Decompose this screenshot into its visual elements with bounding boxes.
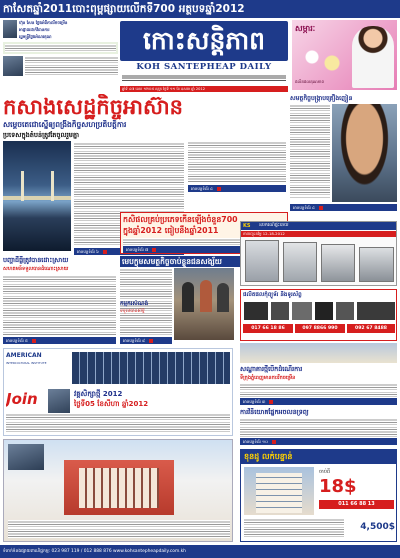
teaser-photo-2	[3, 56, 23, 76]
bullet-icon	[152, 248, 156, 252]
more-label: អានបន្តទំព័រ ៦	[77, 249, 99, 254]
shop-ad[interactable]	[240, 289, 397, 341]
main-photo-bridge	[3, 141, 71, 251]
american-ad[interactable]	[3, 348, 233, 436]
hotel-more[interactable]	[240, 398, 397, 405]
property-story	[240, 408, 397, 446]
masthead-title-khmer: កោះសន្តិភាព	[142, 26, 266, 55]
property-more[interactable]	[240, 438, 397, 445]
person-figure	[182, 282, 194, 312]
more-label: អានបន្តទំព័រ ៨	[123, 338, 145, 343]
footer-text[interactable]: ទំនាក់ទំនងផ្សាយពាណិជ្ជកម្ម: 023 987 119 / 012 888 876 www.kohsantepheapdaily.com.kh	[3, 549, 186, 554]
center-text-upper	[188, 141, 286, 183]
teaser-1[interactable]: ហ៊ុន សែន ថ្លែងអំពីភាពរីកចម្រើន	[19, 20, 68, 25]
condo-price-label: ចាប់ពី	[319, 469, 331, 475]
property-headline[interactable]: ការវិនិយោគផ្នែកអចលនទ្រព្យ	[240, 408, 309, 416]
american-tagline: វគ្គសិក្សាថ្មី 2012	[74, 390, 123, 398]
phone-badge	[347, 324, 395, 333]
middle-story-sub[interactable]: ទទួលបានសិទ្ធិ	[120, 309, 145, 314]
date-ribbon-text: ឆ្នាំទី ៤៧ លេខ ១២០៥ សុក្រ ថ្ងៃទី ១១ ខែ ឧសភា ឆ្នាំ 2012	[122, 87, 206, 91]
appliance-brand: KS	[243, 223, 251, 229]
middle-story-headline[interactable]: កម្មករសំណង់	[120, 301, 149, 307]
teaser-photo	[3, 20, 17, 38]
masthead-contact-lines	[122, 74, 286, 82]
top-banner-headline[interactable]: កាសែតឆ្នាំ2011បោះពុម្ពផ្សាយលើកទី700 អត្ថបទឆ្នាំ2012	[3, 3, 245, 15]
more-bar[interactable]	[240, 438, 397, 445]
bullet-icon	[32, 339, 36, 343]
american-date: ថ្ងៃទី05 ខែសីហា ឆ្នាំ2012	[74, 400, 149, 408]
more-bar[interactable]	[3, 337, 116, 344]
left-story-more[interactable]	[3, 337, 116, 344]
main-headline-block	[3, 94, 286, 120]
tv-image	[357, 302, 395, 320]
more-label: អានបន្តទំព័រ ១០	[243, 439, 268, 444]
condo-ad[interactable]	[240, 449, 397, 542]
person-figure	[200, 280, 212, 312]
right-column	[290, 94, 397, 219]
ad-model-photo	[352, 26, 394, 88]
more-bar[interactable]	[290, 204, 397, 211]
middle-story	[120, 300, 172, 345]
center-more-upper[interactable]	[188, 185, 286, 192]
condo-ad-text	[244, 518, 344, 538]
bullet-icon	[269, 400, 273, 404]
phone-badge	[295, 324, 345, 333]
american-brand: AMERICAN	[6, 352, 42, 359]
bullet-icon	[319, 206, 323, 210]
produce-headline-1[interactable]: កសិផលគ្រប់ប្រភេទកើនឡើងចំនួន700	[123, 215, 238, 224]
middle-story-text	[120, 316, 172, 336]
teaser-2[interactable]: អាជ្ញាធរដាក់វិធានការ	[19, 27, 50, 32]
bridge-pylon	[21, 171, 24, 201]
more-bar[interactable]	[240, 398, 397, 405]
appliance-ad[interactable]	[240, 221, 397, 286]
teaser-box-text	[5, 44, 116, 52]
main-headline[interactable]: កសាងសេដ្ឋកិច្ចអាស៊ាន	[3, 95, 183, 119]
oven-image	[283, 242, 317, 282]
bridge-pylon-2	[51, 171, 54, 201]
left-story-text	[3, 275, 116, 335]
appliance-promo-bar	[241, 231, 397, 237]
phone-badge	[243, 324, 293, 333]
condo-image	[244, 467, 314, 515]
arrest-photo	[174, 268, 234, 340]
building-ad[interactable]	[3, 439, 233, 542]
hotel-photo	[240, 343, 397, 363]
condo-phone: 011 66 88 13	[338, 501, 375, 507]
hotel-headline[interactable]: សណ្ឋាគារថ្មីបើកដំណើរការ	[240, 365, 303, 373]
shop-phone-1: 017 66 18 86	[251, 326, 285, 331]
american-join: Join	[6, 390, 38, 408]
appliance-ad-header	[241, 222, 397, 230]
date-ribbon	[120, 86, 288, 92]
appliance-title: ឧបករណ៍ផ្ទះបាយ	[259, 223, 289, 228]
hotel-sub[interactable]: ទីក្រុងភ្នំពេញមានការរីកចម្រើន	[240, 375, 296, 381]
ad-jewelry-image	[297, 45, 347, 75]
person-figure	[217, 283, 229, 312]
masthead-title-box	[120, 21, 288, 61]
condo-phone-badge	[319, 500, 394, 509]
right-more[interactable]	[290, 204, 397, 211]
masthead-title-latin: KOH SANTEPHEAP DAILY	[136, 62, 272, 72]
middle-story-more[interactable]	[120, 337, 172, 344]
building-inset-photo	[8, 444, 44, 470]
camera-image	[315, 302, 333, 320]
more-label: អានបន្តទំព័រ ៤	[191, 186, 213, 191]
produce-headline-2[interactable]: ក្នុងឆ្នាំ2012 ធៀបនឹងឆ្នាំ2011	[123, 226, 219, 235]
more-label: អានបន្តទំព័រ ៣	[243, 399, 266, 404]
right-ad-title: សម្ភារៈ	[295, 24, 316, 33]
shop-phone-3: 092 67 8488	[355, 326, 387, 331]
right-headline[interactable]: សមត្ថកិច្ចបង្ក្រាបគ្រឿងញៀន	[290, 95, 353, 102]
masthead-right-ad[interactable]	[292, 20, 397, 90]
main-strap-block	[3, 131, 286, 140]
shop-phone-2: 097 8866 990	[302, 326, 338, 331]
more-label: អានបន្តទំព័រ ៥	[6, 338, 28, 343]
condo-price: 18$	[319, 476, 357, 497]
phone-image	[336, 302, 354, 320]
student-photo	[48, 389, 70, 415]
students-photo	[72, 352, 230, 384]
american-sub: INTERCULTURAL INSTITUTE	[6, 361, 47, 365]
stove-image	[245, 240, 279, 282]
masthead-left-teasers	[3, 20, 118, 90]
left-story	[3, 256, 116, 346]
condo-title: ខុនដូ លក់បន្ទាន់	[244, 452, 293, 461]
hotel-story	[240, 343, 397, 405]
hotel-text	[240, 383, 397, 397]
property-text	[240, 418, 397, 437]
building-windows	[79, 468, 159, 508]
more-label: អានបន្តទំព័រ ៧	[126, 247, 149, 252]
shop-ad-title: ផលិតផលកុំព្យូទ័រ និងទូរស័ព្ទ	[243, 292, 302, 298]
footer-bar	[0, 545, 400, 558]
condo-ad-header	[241, 450, 397, 464]
laptop-image	[244, 302, 268, 320]
printer-image	[292, 302, 312, 320]
teaser-box	[3, 42, 118, 54]
appliance-promo: ការបញ្ចុះតម្លៃ 12-18-2012	[243, 231, 285, 236]
top-banner	[0, 0, 400, 18]
bullet-icon	[103, 250, 107, 254]
bullet-icon	[272, 440, 276, 444]
fridge-image	[321, 244, 355, 282]
center-column	[188, 141, 286, 199]
main-subhead[interactable]: សម្ដេចតេជោស្នើឲ្យពង្រឹងកិច្ចសហប្រតិបត្តិការ	[3, 120, 127, 129]
more-bar[interactable]	[120, 337, 172, 344]
right-ad-line: ផលិតផលគុណភាព	[295, 79, 325, 84]
bridge-deck	[3, 196, 71, 200]
right-text	[290, 104, 330, 199]
monitor-image	[271, 302, 289, 320]
main-subhead-block	[3, 120, 286, 130]
building-ad-text	[8, 520, 230, 538]
condo-facade	[256, 473, 302, 513]
teaser-body	[25, 56, 118, 76]
american-ad-details	[6, 413, 230, 433]
man-portrait-photo	[332, 104, 397, 202]
more-label: អានបន្តទំព័រ ៤	[293, 205, 315, 210]
bullet-icon	[217, 187, 221, 191]
more-bar[interactable]	[188, 185, 286, 192]
arrest-headline[interactable]: មេបក្លុមសមត្ថកិច្ចចាប់ខ្លួនជនសង្ស័យ	[122, 257, 222, 266]
condo-footer-price: 4,500$	[360, 522, 395, 532]
bullet-icon	[149, 339, 153, 343]
counter-image	[359, 247, 394, 282]
masthead	[0, 18, 400, 92]
main-strap[interactable]: ប្រទេសក្នុងតំបន់ត្រូវតែចូលរួមគ្នា	[3, 131, 80, 139]
left-story-sub[interactable]: សហគមន៍ទទួលបានដំណោះស្រាយ	[3, 266, 69, 272]
teaser-3[interactable]: រដ្ឋមន្ត្រីថ្លែងអំណរគុណ	[19, 34, 52, 39]
left-story-headline[interactable]: បញ្ហាដីធ្លីត្រូវបានដោះស្រាយ	[3, 256, 69, 264]
